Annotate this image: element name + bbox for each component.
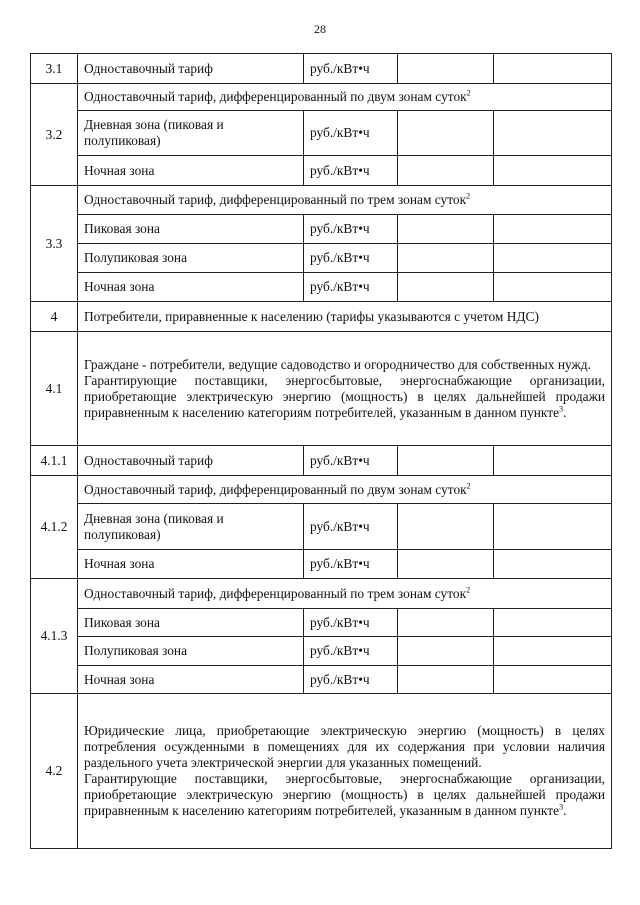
- value-cell: [494, 550, 612, 579]
- footnote-mark: 2: [466, 88, 471, 98]
- row-label: Одноставочный тариф, дифференцированный по трем зонам суток$^2$: [78, 186, 612, 215]
- value-cell: [398, 550, 494, 579]
- value-cell: [398, 637, 494, 666]
- table-row: [31, 504, 612, 550]
- row-description: [78, 694, 612, 849]
- row-label: Одноставочный тариф, дифференцированный по двум зонам суток$^2$: [78, 84, 612, 111]
- value-cell: [398, 156, 494, 186]
- table-row: [31, 111, 612, 156]
- value-cell: [494, 637, 612, 666]
- unit-cell: руб./кВт•ч: [304, 550, 398, 579]
- value-cell: [398, 111, 494, 156]
- row-label: Полупиковая зона: [78, 244, 304, 273]
- value-cell: [398, 666, 494, 694]
- footnote-mark: 3: [559, 802, 564, 812]
- table-row: [31, 273, 612, 302]
- row-label: Пиковая зона: [78, 215, 304, 244]
- table-row: [31, 550, 612, 579]
- unit-cell: руб./кВт•ч: [304, 273, 398, 302]
- row-label: Дневная зона (пиковая и полупиковая): [78, 111, 304, 156]
- row-number: 3.2: [31, 84, 78, 186]
- row-description: [78, 332, 612, 446]
- value-cell: [398, 446, 494, 476]
- table-row: [31, 84, 612, 111]
- row-label: Пиковая зона: [78, 609, 304, 637]
- unit-cell: руб./кВт•ч: [304, 54, 398, 84]
- unit-cell: руб./кВт•ч: [304, 156, 398, 186]
- value-cell: [494, 504, 612, 550]
- table-row: [31, 637, 612, 666]
- row-label: Дневная зона (пиковая и полупиковая): [78, 504, 304, 550]
- table-row: [31, 579, 612, 609]
- unit-cell: руб./кВт•ч: [304, 637, 398, 666]
- value-cell: [398, 273, 494, 302]
- table-row: [31, 244, 612, 273]
- table-row: [31, 186, 612, 215]
- value-cell: [494, 609, 612, 637]
- table-row: [31, 446, 612, 476]
- unit-cell: руб./кВт•ч: [304, 666, 398, 694]
- row-label: Ночная зона: [78, 273, 304, 302]
- page-number: 28: [314, 22, 326, 36]
- row-number: 4.1: [31, 332, 78, 446]
- row-number: 4.2: [31, 694, 78, 849]
- table-row: [31, 302, 612, 332]
- row-label: Полупиковая зона: [78, 637, 304, 666]
- table-row: [31, 332, 612, 446]
- row-label: Потребители, приравненные к населению (тарифы указываются с учетом НДС): [78, 302, 612, 332]
- row-number: 3.3: [31, 186, 78, 302]
- description-paragraph: Гарантирующие поставщики, энергосбытовые, энергоснабжающие организации, приобретающие электрическую энергию (мощность) в целях дальнейшей продажи приравненным к населению категориям потребителей, указанным в данном пункте$^3$.: [84, 771, 605, 818]
- value-cell: [494, 244, 612, 273]
- value-cell: [398, 54, 494, 84]
- unit-cell: руб./кВт•ч: [304, 215, 398, 244]
- row-label: Одноставочный тариф: [78, 54, 304, 84]
- table-row: [31, 156, 612, 186]
- value-cell: [398, 215, 494, 244]
- value-cell: [494, 215, 612, 244]
- value-cell: [494, 111, 612, 156]
- table-row: [31, 666, 612, 694]
- row-label: Одноставочный тариф, дифференцированный по двум зонам суток$^2$: [78, 476, 612, 504]
- table-row: [31, 609, 612, 637]
- row-number: 4: [31, 302, 78, 332]
- value-cell: [494, 273, 612, 302]
- value-cell: [494, 446, 612, 476]
- table-row: [31, 694, 612, 849]
- unit-cell: руб./кВт•ч: [304, 446, 398, 476]
- description-paragraph: Граждане - потребители, ведущие садоводство и огородничество для собственных нужд.: [84, 356, 591, 372]
- value-cell: [398, 609, 494, 637]
- table-row: [31, 476, 612, 504]
- row-label: Ночная зона: [78, 550, 304, 579]
- table-row: [31, 215, 612, 244]
- value-cell: [398, 244, 494, 273]
- value-cell: [494, 156, 612, 186]
- value-cell: [494, 54, 612, 84]
- unit-cell: руб./кВт•ч: [304, 504, 398, 550]
- value-cell: [398, 504, 494, 550]
- value-cell: [494, 666, 612, 694]
- footnote-mark: 2: [466, 481, 471, 491]
- table-row: [31, 54, 612, 84]
- description-paragraph: Гарантирующие поставщики, энергосбытовые, энергоснабжающие организации, приобретающие электрическую энергию (мощность) в целях дальнейшей продажи приравненным к населению категориям потребителей, указанным в данном пункте$^3$.: [84, 372, 605, 420]
- row-label: Одноставочный тариф, дифференцированный по трем зонам суток$^2$: [78, 579, 612, 609]
- row-number: 4.1.3: [31, 579, 78, 694]
- row-label: Ночная зона: [78, 156, 304, 186]
- unit-cell: руб./кВт•ч: [304, 111, 398, 156]
- row-label: Одноставочный тариф: [78, 446, 304, 476]
- unit-cell: руб./кВт•ч: [304, 244, 398, 273]
- row-number: 3.1: [31, 54, 78, 84]
- row-label: Ночная зона: [78, 666, 304, 694]
- footnote-mark: 3: [559, 404, 564, 414]
- description-paragraph: Юридические лица, приобретающие электрическую энергию (мощность) в целях потребления осужденными в помещениях для их содержания при условии наличия раздельного учета электрической энергии для указанных помещений.: [84, 723, 605, 770]
- footnote-mark: 2: [466, 585, 471, 595]
- row-number: 4.1.1: [31, 446, 78, 476]
- tariff-table: [30, 53, 612, 849]
- unit-cell: руб./кВт•ч: [304, 609, 398, 637]
- row-number: 4.1.2: [31, 476, 78, 579]
- footnote-mark: 2: [466, 191, 471, 201]
